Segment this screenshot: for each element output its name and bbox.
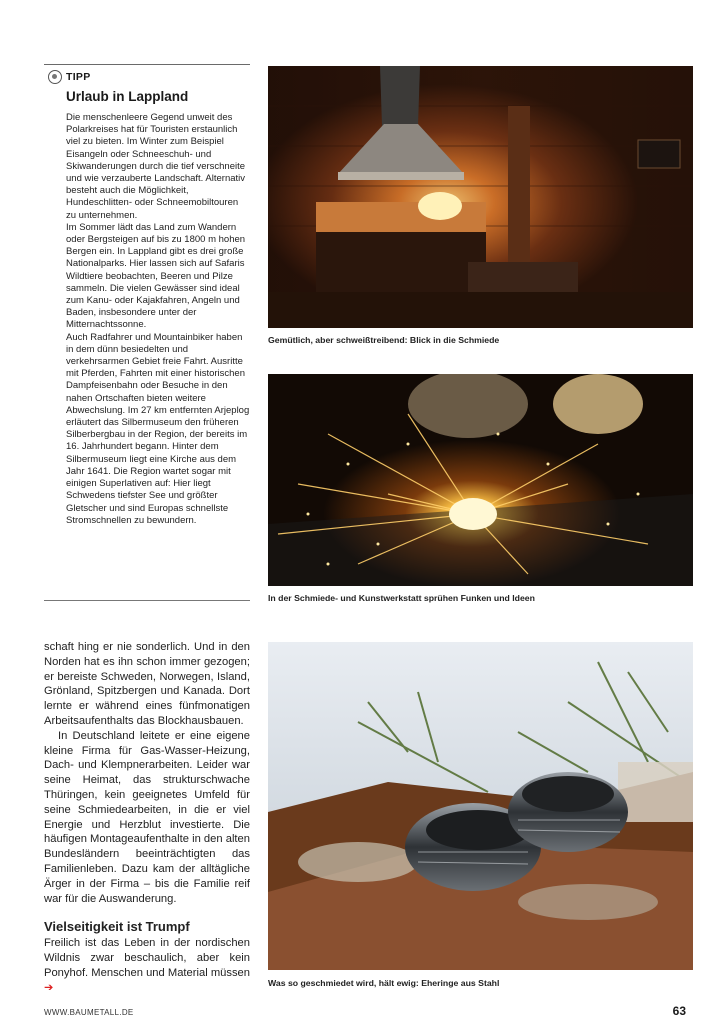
- photo-sparks: [268, 374, 693, 586]
- article-subhead: Vielseitigkeit ist Trumpf: [44, 919, 190, 935]
- tipp-label: TIPP: [66, 71, 91, 83]
- article-paragraph-3: [44, 936, 250, 995]
- photo-forge-interior: [268, 66, 693, 328]
- tipp-box: [44, 64, 250, 527]
- photo3-caption: Was so geschmiedet wird, hält ewig: Eheringe aus Stahl: [268, 978, 500, 988]
- article-paragraph-1: schaft hing er nie sonderlich. Und in den Norden hat es ihn schon immer gezogen; er bereiste Schweden, Norwegen, Island, Grönland, Spitzbergen und Kanada. Dort lernte er während eines fünfmonatigen Arbeitsaufenthalts das Blockhausbauen.: [44, 641, 250, 727]
- tipp-bottom-rule: [44, 600, 250, 601]
- article-paragraph-2: In Deutschland leitete er eine eigene kleine Firma für Gas-Wasser-Heizung, Dach- und Klempnerarbeiten. Leider war seine Heimat, das strukturschwache Thüringen, kein geeignetes Umfeld für seine Schmiedearbeiten, in die er viel Energie und Herzblut investierte. Die häufigen Montageaufenthalte in den alten Bundesländern beeinträchtigten das Familienleben. Dazu kam der alltägliche Ärger in der Firma – bis die Familie reif war für die Auswanderung.: [44, 729, 250, 905]
- page-number: 63: [672, 1004, 686, 1018]
- tipp-body: Die menschenleere Gegend unweit des Polarkreises hat für Touristen erstaunlich viel zu bieten. Im Winter zum Beispiel Eisangeln oder Schneeschuh- und Skiwanderungen durch die tief verschneite und wie verzauberte Landschaft. Alternativ besteht auch die Möglichkeit, Hundeschlitten- oder Schneemobiltouren zu unternehmen. Im Sommer lädt das Land zum Wandern oder Bergsteigen auf bis zu 1800 m hohen Bergen ein. In Lappland gibt es drei große Nationalparks. Hier lassen sich auf Safaris Wildtiere beobachten, Beeren und Pilze sammeln. Die vielen Gewässer sind ideal zum Kanu- oder Kajakfahren, Angeln und Baden, insbesondere unter der Mitternachtssonne. Auch Radfahrer und Mountainbiker haben in dem dünn besiedelten und verkehrsarmen Gebiet freie Fahrt. Ausritte mit Pferden, Fahrten mit einer historischen Dampfeisenbahn oder Besuche in den nahen Ortschaften bieten weitere Abwechslung. Im 27 km entfernten Arjeplog erläutert das Silbermuseum den früheren Silberbergbau in der Region, der bereits im 16. Jahrhundert begann. Hinter dem Silbermuseum liegt eine Kirche aus dem Jahr 1641. Die Region wartet sogar mit einigen Superlativen auf: Hier liegt Schwedens tiefster See und größter Gletscher und sind Europas schnellste Stromschnellen zu bewundern.: [66, 112, 250, 526]
- article-column: [44, 640, 250, 995]
- photo1-caption: Gemütlich, aber schweißtreibend: Blick in die Schmiede: [268, 335, 500, 345]
- photo-steel-rings: [268, 642, 693, 970]
- footer-url: WWW.BAUMETALL.DE: [44, 1008, 134, 1017]
- tipp-header: [44, 70, 250, 84]
- photo2-caption: In der Schmiede- und Kunstwerkstatt sprühen Funken und Ideen: [268, 593, 535, 603]
- article-paragraph-3-text: Freilich ist das Leben in der nordischen Wildnis zwar beschaulich, aber kein Ponyhof. Menschen und Material müssen: [44, 937, 250, 979]
- tipp-icon: [48, 70, 62, 84]
- tipp-title: Urlaub in Lappland: [66, 89, 189, 104]
- continue-arrow-icon: ➔: [44, 981, 54, 994]
